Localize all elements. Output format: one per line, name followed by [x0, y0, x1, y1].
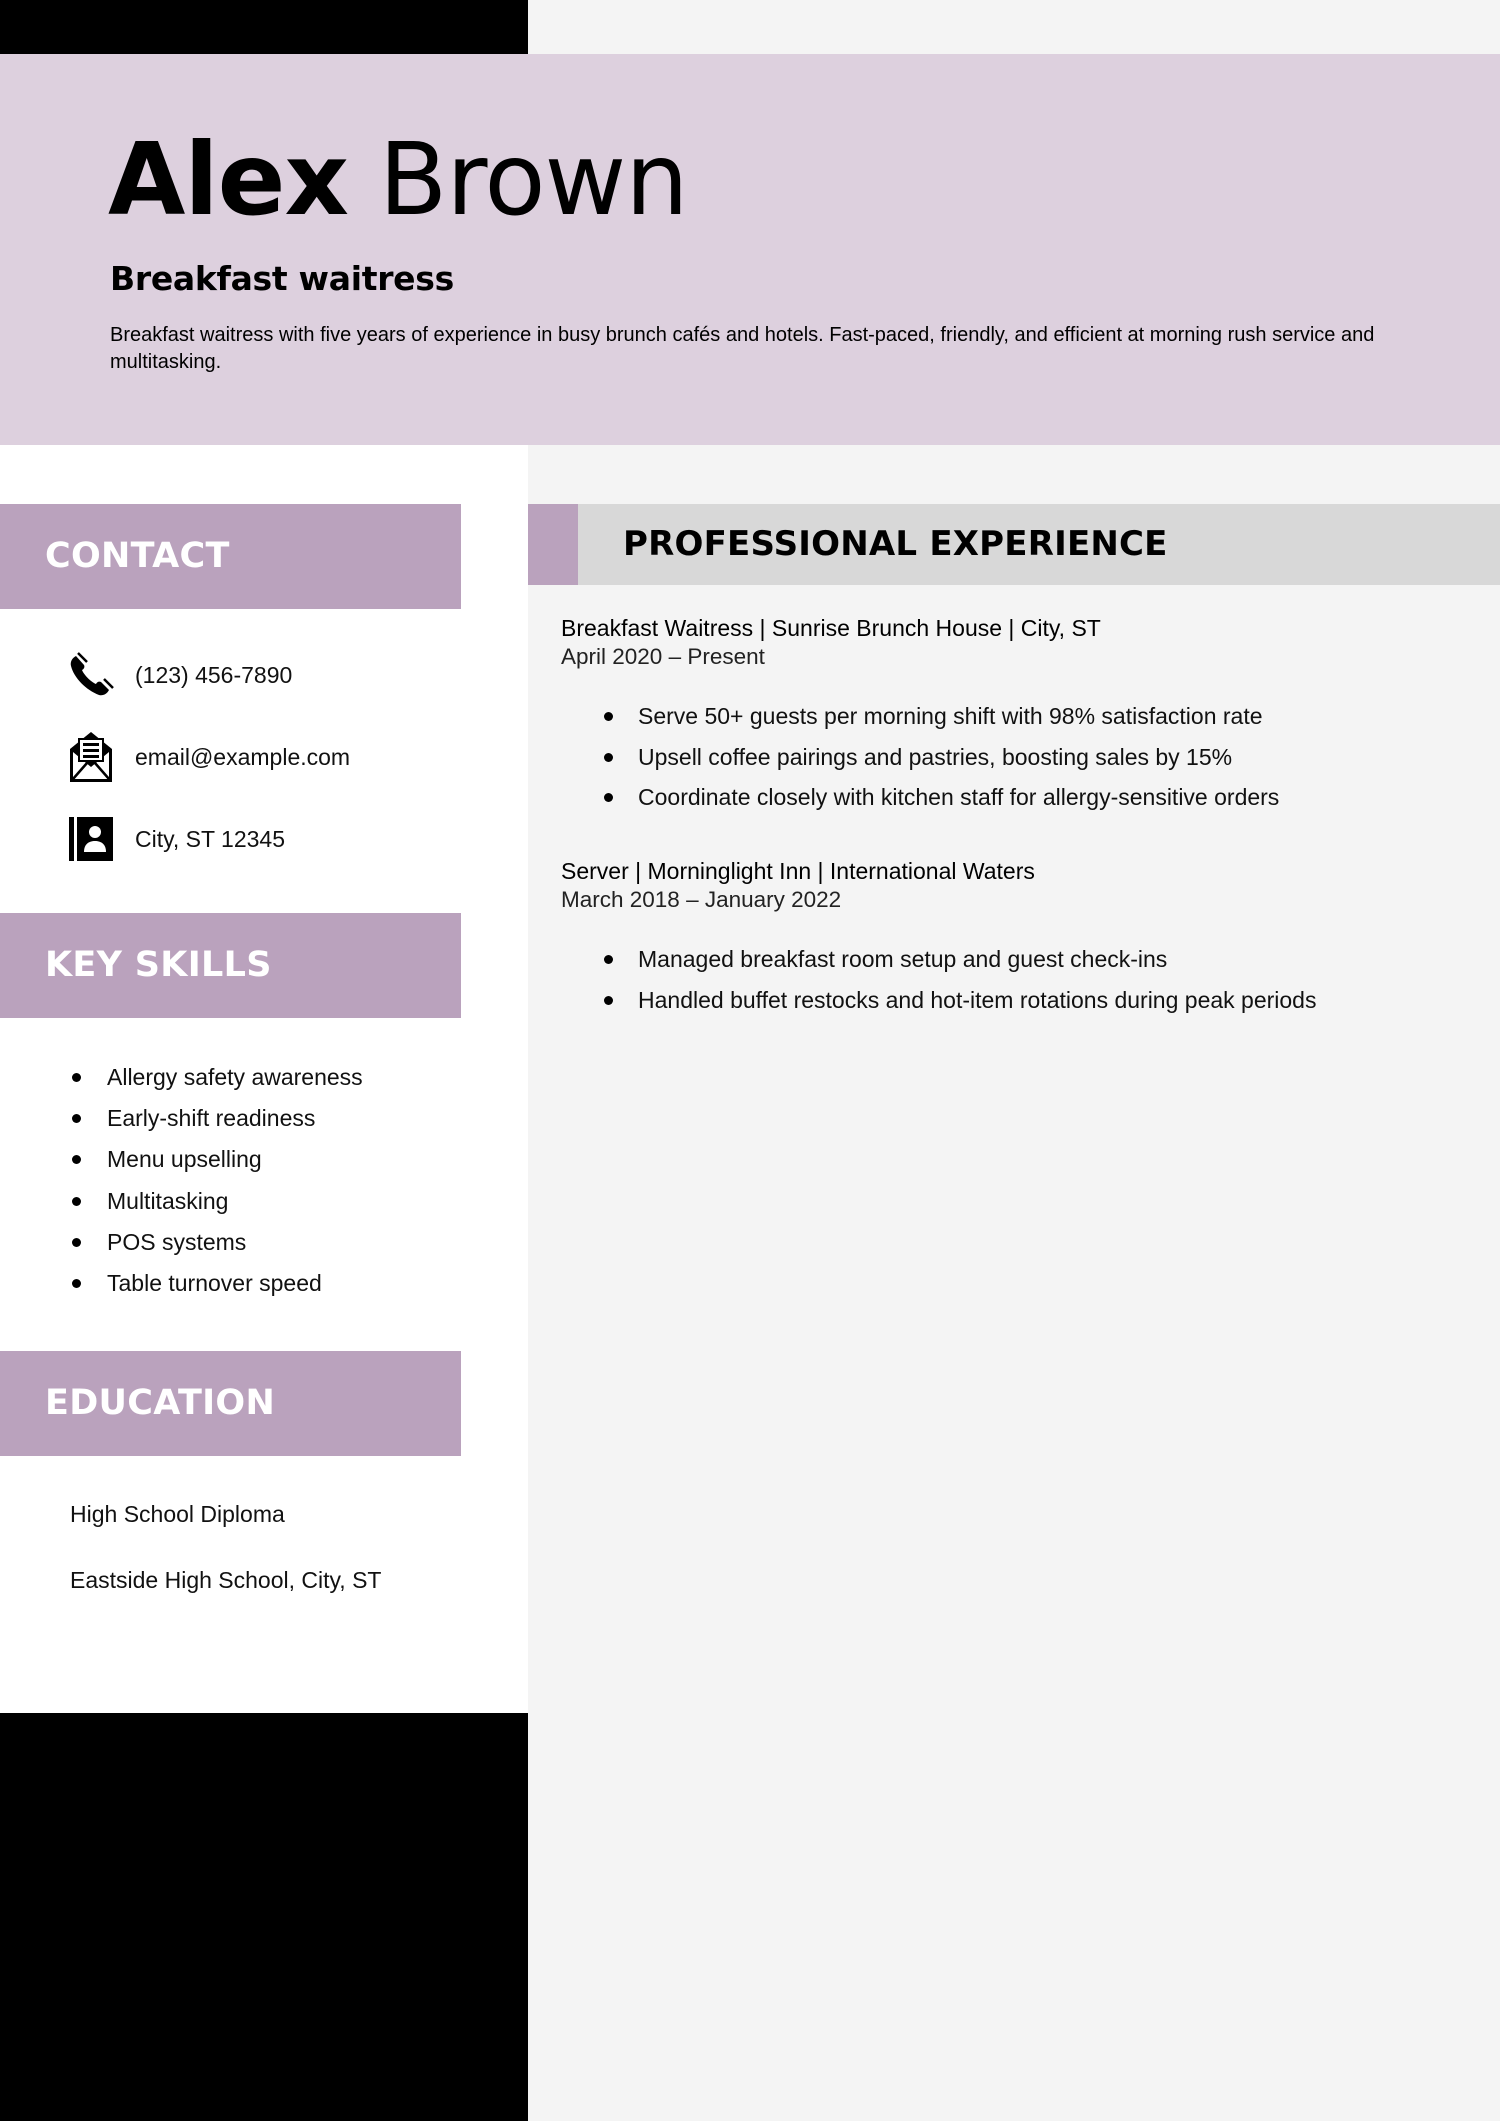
first-name: Alex	[108, 121, 348, 238]
job-dates: April 2020 – Present	[561, 644, 765, 669]
contact-book-icon	[68, 816, 114, 862]
job-dates: March 2018 – January 2022	[561, 887, 842, 912]
location: City, ST 12345	[135, 825, 286, 852]
decorative-black-block-top	[0, 0, 528, 54]
job-bullet: Serve 50+ guests per morning shift with 98% satisfaction rate	[600, 699, 1279, 740]
phone-number: (123) 456-7890	[135, 661, 293, 688]
skills-list	[66, 1060, 363, 1307]
education-section-header	[0, 1351, 461, 1456]
experience-heading: PROFESSIONAL EXPERIENCE	[623, 524, 1168, 564]
job-bullet: Managed breakfast room setup and guest check-ins	[600, 942, 1316, 983]
education-heading: EDUCATION	[45, 1383, 276, 1423]
resume-header	[0, 54, 1500, 445]
experience-accent-block	[528, 504, 578, 585]
skills-heading: KEY SKILLS	[45, 945, 272, 985]
skill-item: Table turnover speed	[66, 1266, 363, 1307]
education-degree: High School Diploma	[70, 1501, 285, 1527]
envelope-icon	[68, 734, 114, 780]
job-bullet: Coordinate closely with kitchen staff for allergy-sensitive orders	[600, 780, 1279, 821]
education-school: Eastside High School, City, ST	[70, 1567, 382, 1593]
contact-phone	[68, 652, 292, 698]
decorative-black-block-bottom	[0, 1713, 528, 2121]
profile-summary: Breakfast waitress with five years of experience in busy brunch cafés and hotels. Fast-paced, friendly, and efficient at morning rush service and multitasking.	[110, 324, 1375, 373]
skill-item: Early-shift readiness	[66, 1101, 363, 1142]
job-header: Breakfast Waitress | Sunrise Brunch House | City, ST	[561, 615, 1101, 641]
candidate-name	[108, 120, 688, 240]
job-bullet: Handled buffet restocks and hot-item rotations during peak periods	[600, 983, 1316, 1024]
email-address: email@example.com	[135, 743, 351, 770]
job-title: Breakfast waitress	[110, 259, 454, 298]
skills-section-header	[0, 913, 461, 1018]
last-name: Brown	[378, 121, 688, 238]
skill-item: Menu upselling	[66, 1142, 363, 1183]
contact-section-header	[0, 504, 461, 609]
skill-item: POS systems	[66, 1225, 363, 1266]
contact-heading: CONTACT	[45, 536, 230, 576]
job-bullet-list	[600, 699, 1279, 821]
phone-icon	[68, 652, 114, 698]
job-bullet: Upsell coffee pairings and pastries, boosting sales by 15%	[600, 740, 1279, 781]
contact-address	[68, 816, 285, 862]
contact-email	[68, 734, 350, 780]
skill-item: Allergy safety awareness	[66, 1060, 363, 1101]
job-header: Server | Morninglight Inn | International Waters	[561, 858, 1035, 884]
job-bullet-list	[600, 942, 1316, 1023]
skill-item: Multitasking	[66, 1184, 363, 1225]
